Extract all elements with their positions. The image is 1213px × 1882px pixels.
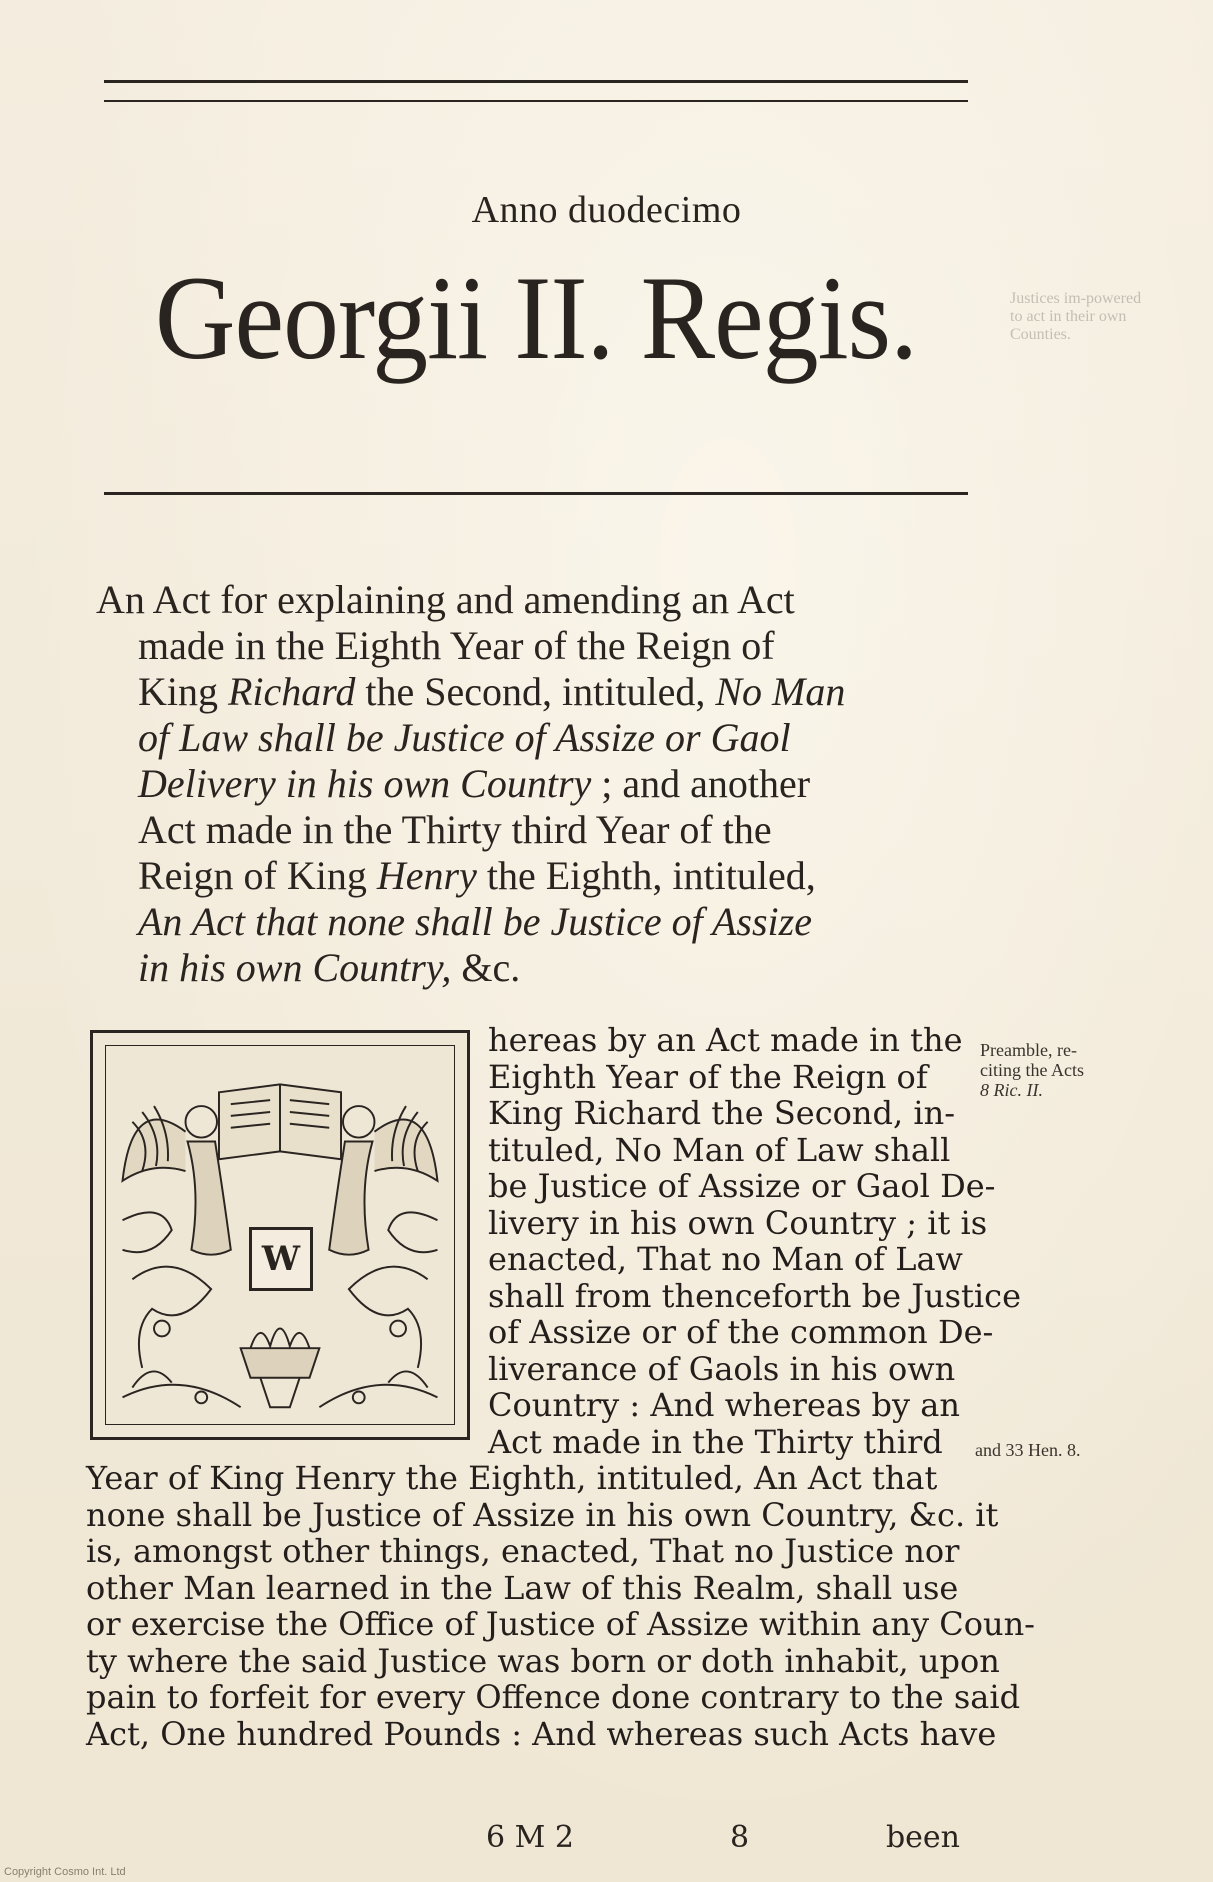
act-title-italic: No Man xyxy=(715,669,846,714)
body-line: liverance of Gaols in his own xyxy=(488,1349,956,1388)
body-text-full xyxy=(86,1459,1035,1753)
body-line: shall from thenceforth be Justice xyxy=(488,1276,1021,1315)
signature-mark: 6 M 2 xyxy=(486,1820,574,1855)
act-title-italic: Henry xyxy=(376,853,477,898)
margin-note-preamble xyxy=(980,1040,1130,1100)
act-title-italic: Richard xyxy=(228,669,356,714)
page-number: 8 xyxy=(730,1820,750,1855)
act-title-line xyxy=(96,669,972,715)
copyright-notice: Copyright Cosmo Int. Ltd xyxy=(4,1866,126,1878)
body-line: or exercise the Office of Justice of Assize within any Coun- xyxy=(86,1605,1035,1643)
top-rule-thin xyxy=(104,100,968,102)
act-title-text: An Act for explaining and amending an Act xyxy=(96,577,795,622)
decorated-initial xyxy=(90,1030,470,1440)
margin-note-line: Preamble, re- xyxy=(980,1040,1077,1060)
act-title-line xyxy=(96,945,972,991)
act-title-text: Act made in the Thirty third Year of the xyxy=(138,807,772,852)
body-line: of Assize or of the common De- xyxy=(488,1313,994,1351)
body-line: be Justice of Assize or Gaol De- xyxy=(488,1167,996,1205)
margin-note-henry: and 33 Hen. 8. xyxy=(975,1440,1081,1460)
show-through-text: Justices im-powered to act in their own Counties. xyxy=(1010,290,1142,343)
body-line: enacted, That no Man of Law xyxy=(488,1240,963,1278)
body-line: ty where the said Justice was born or doth inhabit, upon xyxy=(86,1641,1000,1680)
body-line: is, amongst other things, enacted, That no Justice nor xyxy=(86,1532,960,1570)
act-title-text: King xyxy=(138,669,228,714)
body-line: other Man learned in the Law of this Realm, shall use xyxy=(86,1568,959,1607)
act-title-text: the Second, intituled, xyxy=(355,669,716,714)
body-line: livery in his own Country ; it is xyxy=(488,1203,988,1242)
act-title-text: made in the Eighth Year of the Reign of xyxy=(138,623,775,668)
act-title-italic: of Law shall be Justice of Assize or Gaol xyxy=(138,715,791,760)
top-rule xyxy=(104,80,968,83)
act-title xyxy=(96,577,972,991)
act-title-line xyxy=(96,807,972,853)
margin-note-line: citing the Acts xyxy=(980,1060,1084,1080)
act-title-italic: An Act that none shall be Justice of Assize xyxy=(138,899,812,944)
body-line: hereas by an Act made in the xyxy=(488,1021,963,1059)
act-title-line xyxy=(96,899,972,945)
body-line: Year of King Henry the Eighth, intituled, An Act that xyxy=(86,1459,938,1497)
regnal-year: Anno duodecimo xyxy=(471,189,742,231)
act-title-text: Reign of King xyxy=(138,853,377,898)
divider-rule xyxy=(104,492,968,495)
act-title-text: &c. xyxy=(451,945,521,990)
act-title-text: the Eighth, intituled, xyxy=(476,853,816,898)
body-line: pain to forfeit for every Offence done contrary to the said xyxy=(86,1678,1021,1716)
act-title-line xyxy=(96,623,972,669)
act-title-line xyxy=(96,577,972,623)
catchword: been xyxy=(885,1820,960,1855)
body-line: tituled, No Man of Law shall xyxy=(488,1130,951,1169)
body-line: Country : And whereas by an xyxy=(488,1386,960,1424)
body-line: King Richard the Second, in- xyxy=(488,1094,956,1132)
act-title-italic: Delivery in his own Country xyxy=(138,761,592,806)
act-title-line xyxy=(96,715,972,761)
regis-heading: Georgii II. Regis. xyxy=(154,251,918,384)
act-title-line xyxy=(96,853,972,899)
page-footer xyxy=(86,1820,960,1856)
body-line: none shall be Justice of Assize in his own Country, &c. it xyxy=(86,1495,999,1534)
body-line: Act, One hundred Pounds : And whereas such Acts have xyxy=(86,1714,997,1753)
act-title-line xyxy=(96,761,972,807)
margin-note-line: 8 Ric. II. xyxy=(980,1080,1043,1100)
body-line: Eighth Year of the Reign of xyxy=(488,1057,928,1096)
act-title-italic: in his own Country, xyxy=(138,945,452,990)
body-line: Act made in the Thirty third xyxy=(488,1422,943,1461)
initial-letter: W xyxy=(249,1227,313,1291)
act-title-text: ; and another xyxy=(591,761,811,806)
